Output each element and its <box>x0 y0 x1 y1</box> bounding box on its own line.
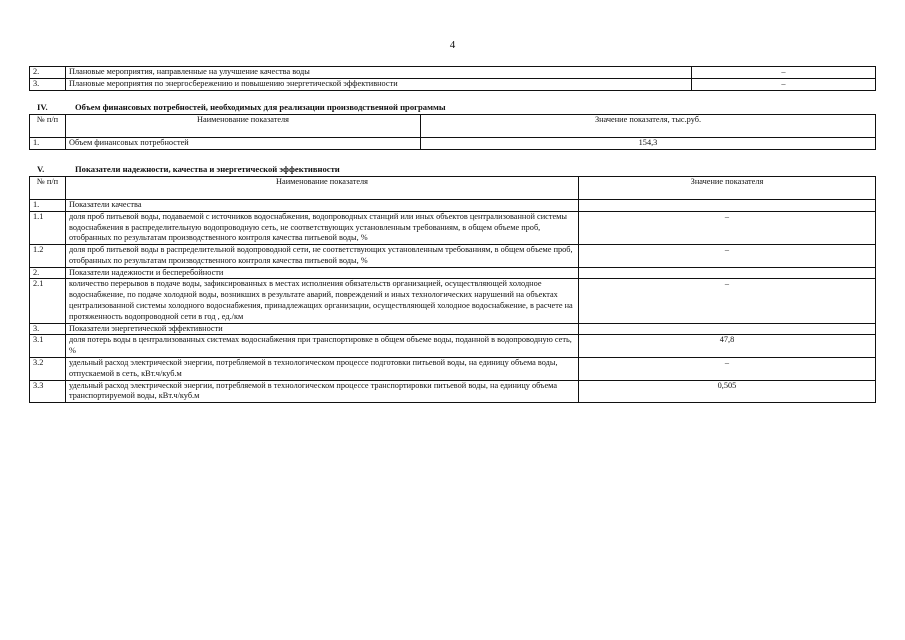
row-number: 2. <box>30 267 66 279</box>
row-number: 2.1 <box>30 279 66 323</box>
row-name: Плановые мероприятия по энергосбережению и повышению энергетической эффективности <box>66 78 692 90</box>
section-number: V. <box>37 164 45 174</box>
row-value <box>579 200 876 212</box>
table-row <box>30 279 876 323</box>
row-number: 3. <box>30 78 66 90</box>
row-value: – <box>692 67 876 79</box>
table-row <box>30 200 876 212</box>
row-value: – <box>579 357 876 380</box>
column-header-value: Значение показателя <box>579 177 876 200</box>
indicators-table <box>29 176 876 403</box>
section-title: Объем финансовых потребностей, необходимых для реализации производственной программы <box>75 102 446 112</box>
table-row <box>30 357 876 380</box>
row-name: удельный расход электрической энергии, потребляемой в технологическом процессе транспортировки питьевой воды, на единицу объема транспортируемой воды, кВт.ч/куб.м <box>66 380 579 403</box>
row-name: доля потерь воды в централизованных системах водоснабжения при транспортировке в общем объеме воды, поданной в водопроводную сеть, % <box>66 335 579 358</box>
row-name: Показатели надежности и бесперебойности <box>66 267 579 279</box>
table-row <box>30 211 876 244</box>
column-header-value: Значение показателя, тыс.руб. <box>421 115 876 138</box>
section-heading <box>37 102 446 113</box>
section-number: IV. <box>37 102 48 112</box>
row-value: 47,8 <box>579 335 876 358</box>
row-value <box>579 267 876 279</box>
row-number: 3.3 <box>30 380 66 403</box>
row-name: Плановые мероприятия, направленные на улучшение качества воды <box>66 67 692 79</box>
row-value: 154,3 <box>421 138 876 150</box>
row-number: 3. <box>30 323 66 335</box>
section-heading <box>37 164 340 175</box>
measures-table <box>29 66 876 91</box>
row-number: 3.1 <box>30 335 66 358</box>
table-row <box>30 67 876 79</box>
row-name: Показатели качества <box>66 200 579 212</box>
row-number: 1. <box>30 138 66 150</box>
row-number: 1.2 <box>30 245 66 268</box>
row-number: 3.2 <box>30 357 66 380</box>
page-number: 4 <box>449 39 456 51</box>
table-row <box>30 323 876 335</box>
row-value <box>579 323 876 335</box>
financial-needs-table <box>29 114 876 150</box>
table-row <box>30 335 876 358</box>
row-value: – <box>579 245 876 268</box>
row-number: 2. <box>30 67 66 79</box>
row-number: 1. <box>30 200 66 212</box>
column-header-name: Наименование показателя <box>66 177 579 200</box>
row-name: количество перерывов в подаче воды, зафиксированных в местах исполнения обязательств организацией, осуществляющей холодное водоснабжение, по подаче холодной воды, возникших в результате аварий, повреждений и иных технологических нарушений на объектах централизованной системы холодного водоснабжения, принадлежащих организации, осуществляющей холодное водоснабжение, в расчете на протяженность водопроводной сети в год , ед./км <box>66 279 579 323</box>
row-value: – <box>579 211 876 244</box>
table-row <box>30 138 876 150</box>
row-value: – <box>692 78 876 90</box>
table-row <box>30 245 876 268</box>
table-row <box>30 380 876 403</box>
column-header-number: № п/п <box>30 115 66 138</box>
row-name: доля проб питьевой воды в распределительной водопроводной сети, не соответствующих установленным требованиям, в общем объеме проб, отобранных по результатам производственного контроля качества питьевой воды, % <box>66 245 579 268</box>
row-number: 1.1 <box>30 211 66 244</box>
row-value: – <box>579 279 876 323</box>
table-row <box>30 267 876 279</box>
row-name: Показатели энергетической эффективности <box>66 323 579 335</box>
section-title: Показатели надежности, качества и энергетической эффективности <box>75 164 340 174</box>
table-header-row <box>30 115 876 138</box>
table-row <box>30 78 876 90</box>
table-header-row <box>30 177 876 200</box>
row-name: Объем финансовых потребностей <box>66 138 421 150</box>
column-header-number: № п/п <box>30 177 66 200</box>
row-name: доля проб питьевой воды, подаваемой с источников водоснабжения, водопроводных станций или иных объектов централизованной системы водоснабжения в распределительную водопроводную сеть, не соответствующих установленным требованиям, в общем объеме проб, отобранных по результатам производственного контроля качества питьевой воды, % <box>66 211 579 244</box>
column-header-name: Наименование показателя <box>66 115 421 138</box>
row-name: удельный расход электрической энергии, потребляемой в технологическом процессе подготовки питьевой воды, на единицу объема воды, отпускаемой в сеть, кВт.ч/куб.м <box>66 357 579 380</box>
row-value: 0,505 <box>579 380 876 403</box>
